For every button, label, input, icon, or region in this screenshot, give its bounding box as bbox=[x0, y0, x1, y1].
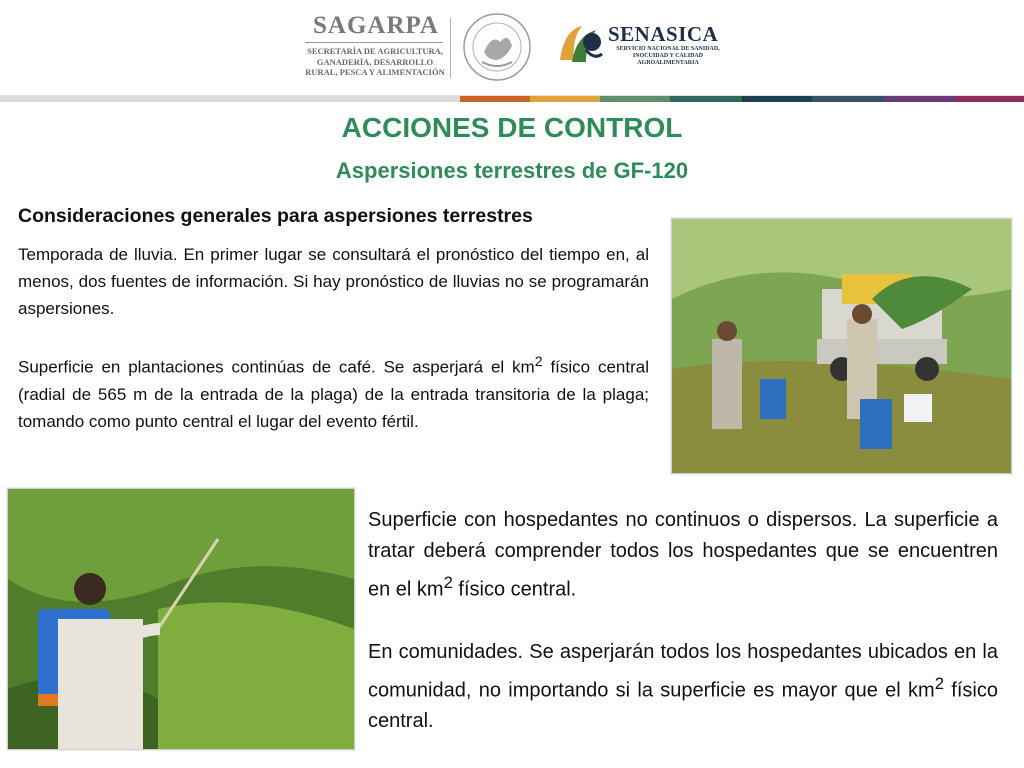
color-band-segment bbox=[460, 96, 530, 102]
color-band-segment bbox=[600, 96, 670, 102]
color-band-segment bbox=[530, 96, 600, 102]
section-heading: Consideraciones generales para aspersiones terrestres bbox=[18, 205, 533, 227]
senasica-subtitle: SERVICIO NACIONAL DE SANIDAD, INOCUIDAD Y CALIDAD AGROALIMENTARIA bbox=[616, 46, 720, 66]
photo-worker-spraying bbox=[7, 488, 355, 750]
sagarpa-wordmark: SAGARPA bbox=[313, 12, 439, 39]
sagarpa-logo bbox=[305, 10, 445, 90]
slide-subtitle: Aspersiones terrestres de GF-120 bbox=[335, 158, 689, 183]
color-band-segment bbox=[956, 96, 1024, 102]
color-band bbox=[460, 96, 1024, 102]
mexico-seal-icon bbox=[462, 12, 532, 82]
text-block-top bbox=[18, 241, 649, 435]
color-band-segment bbox=[670, 96, 742, 102]
color-band-segment bbox=[742, 96, 812, 102]
logo-divider bbox=[450, 18, 451, 78]
paragraph-communities: En comunidades. Se asperjarán todos los hospedantes ubicados en la comunidad, no importando si la superficie es mayor que el $km^2$ físico central. bbox=[368, 640, 998, 733]
color-band-segment bbox=[812, 96, 884, 102]
paragraph-rain-season: Temporada de lluvia. En primer lugar se consultará el pronóstico del tiempo en, al menos, dos fuentes de información. Si hay pronóstico de lluvias no se programarán aspersiones. bbox=[18, 245, 649, 318]
photo-workers-truck bbox=[671, 218, 1012, 474]
slide-title: ACCIONES DE CONTROL bbox=[341, 112, 683, 143]
senasica-wordmark: SENASICA bbox=[608, 22, 719, 46]
color-band-segment bbox=[884, 96, 956, 102]
sagarpa-subtitle: SECRETARÍA DE AGRICULTURA, GANADERÍA, DESARROLLO RURAL, PESCA Y ALIMENTACIÓN bbox=[305, 46, 445, 77]
divider bbox=[305, 42, 443, 43]
senasica-logo bbox=[556, 18, 726, 78]
paragraph-scattered-hosts: Superficie con hospedantes no continuos o dispersos. La superficie a tratar deberá comprender todos los hospedantes que se encuentren en el $km^2$ físico central. bbox=[368, 509, 998, 601]
senasica-emblem-icon bbox=[556, 20, 606, 70]
paragraph-coffee-plantations: Superficie en plantaciones continúas de café. Se asperjará el $km^2$ físico central (radial de 565 m de la entrada de la plaga) de la entrada transitoria de la plaga; tomando como punto central el lugar del evento fértil. bbox=[18, 354, 649, 431]
text-block-bottom bbox=[368, 505, 998, 737]
